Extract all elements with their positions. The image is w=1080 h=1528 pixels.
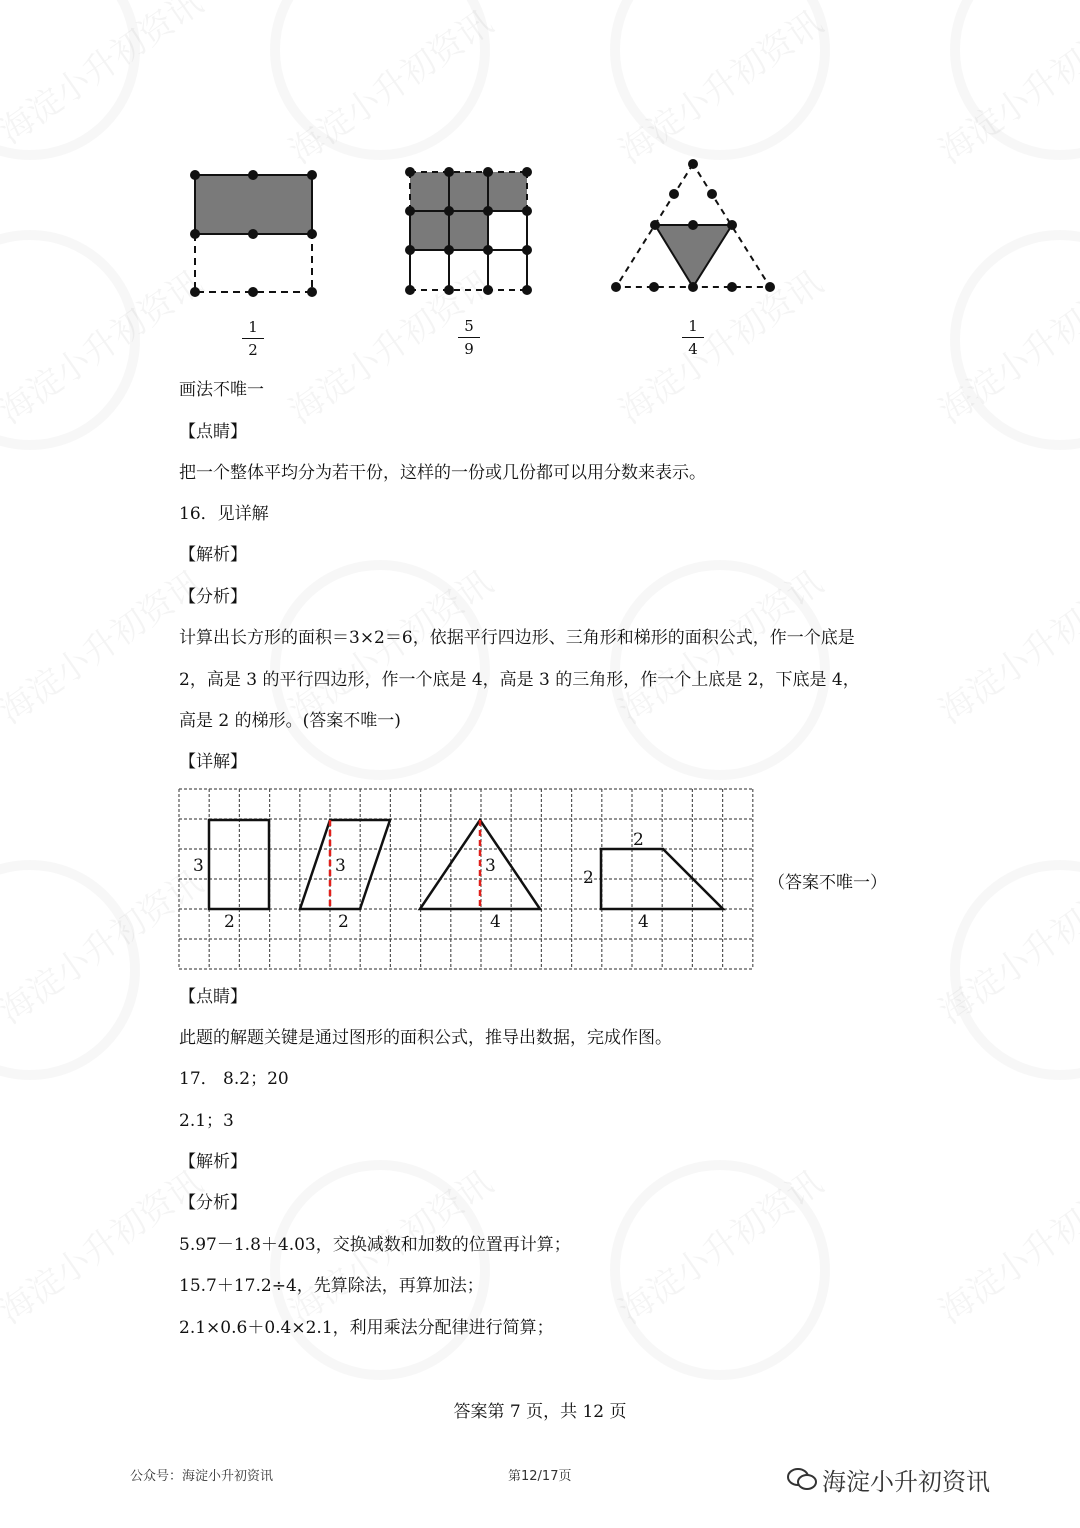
fraction-figures [180,150,800,310]
text-line: 2.1；3 [179,1111,234,1131]
brand-name: 海淀小升初资讯 [822,1468,990,1496]
figure-half-rectangle [190,170,317,297]
section-heading: 【点睛】 [179,422,247,442]
fraction-denominator: 2 [248,341,258,359]
rect-base-label: 2 [224,912,235,932]
fraction-denominator: 4 [688,340,698,358]
text-line: 2，高是 3 的平行四边形，作一个底是 4，高是 3 的三角形，作一个上底是 2，下底是 4， [179,670,860,690]
page-footer: 答案第 7 页，共 12 页 [453,1402,627,1422]
text-line: 2.1×0.6＋0.4×2.1，利用乘法分配律进行简算； [179,1318,554,1338]
wechat-icon [786,1466,818,1492]
para-height-label: 3 [335,856,346,876]
grid-shapes-figure [178,788,758,972]
question-number: 16．见详解 [179,504,269,524]
text-line: 高是 2 的梯形。(答案不唯一) [179,711,401,731]
fraction-numerator: 1 [688,317,698,335]
watermark-text [927,556,1080,733]
section-heading: 【解析】 [179,1152,247,1172]
section-heading: 【点睛】 [179,987,247,1007]
text-line: 此题的解题关键是通过图形的面积公式，推导出数据，完成作图。 [179,1028,672,1048]
section-heading: 【解析】 [179,545,247,565]
section-heading: 【分析】 [179,587,247,607]
text-line: 计算出长方形的面积＝3×2＝6，依据平行四边形、三角形和梯形的面积公式，作一个底是 [179,628,855,648]
tri-height-label: 3 [485,856,496,876]
question-number: 17． 8.2；20 [179,1069,289,1089]
text-line: 5.97－1.8＋4.03，交换减数和加数的位置再计算； [179,1235,571,1255]
fraction-label [238,318,268,359]
tri-base-label: 4 [490,912,501,932]
trap-base-label: 4 [638,912,649,932]
figure-triangle-quarter [611,159,775,292]
grid-note: （答案不唯一） [768,873,887,893]
text-line: 15.7＋17.2÷4，先算除法，再算加法； [179,1276,484,1296]
fraction-numerator: 5 [464,317,474,335]
text-line: 画法不唯一 [179,380,264,400]
trap-height-label: 2 [583,868,594,888]
watermark-text [927,1156,1080,1333]
figure-nine-grid [405,167,532,295]
fraction-label [454,317,484,358]
para-base-label: 2 [338,912,349,932]
account-label: 公众号：海淀小升初资讯 [130,1469,274,1484]
page-total-label: 第12/17页 [508,1469,572,1484]
section-heading: 【分析】 [179,1193,247,1213]
trap-top-label: 2 [633,830,644,850]
fraction-denominator: 9 [464,340,474,358]
text-line: 把一个整体平均分为若干份，这样的一份或几份都可以用分数来表示。 [179,463,706,483]
rect-height-label: 3 [193,856,204,876]
section-heading: 【详解】 [179,752,247,772]
fraction-label [678,317,708,358]
fraction-numerator: 1 [248,318,258,336]
